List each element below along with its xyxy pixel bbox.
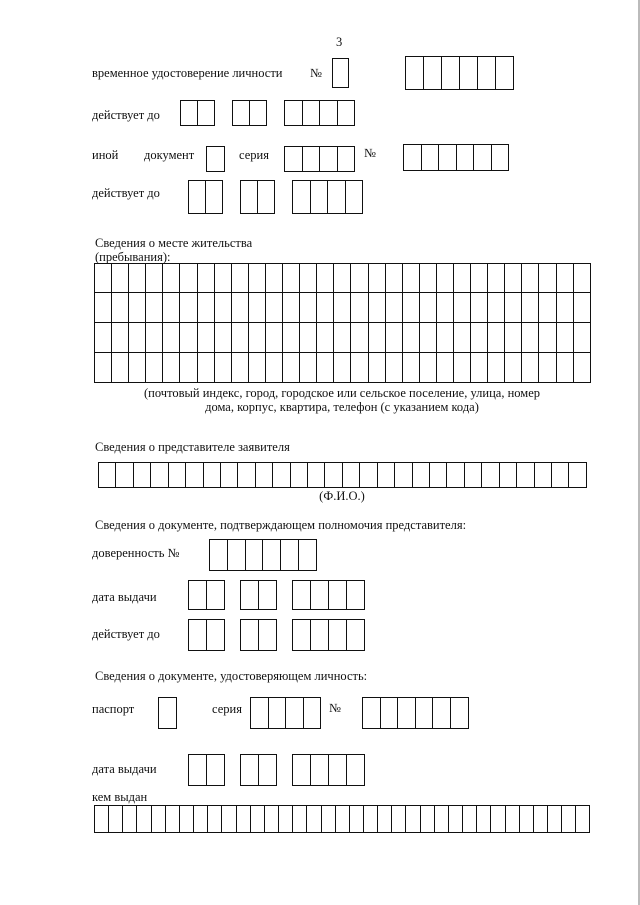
representative-cell[interactable] bbox=[360, 462, 377, 488]
other-doc-label-b: документ bbox=[144, 148, 195, 162]
issued-by-cell[interactable] bbox=[406, 805, 420, 833]
other-doc-series-label: серия bbox=[239, 148, 269, 162]
issued-by-cell[interactable] bbox=[123, 805, 137, 833]
residence-cell[interactable] bbox=[539, 353, 556, 383]
residence-cell[interactable] bbox=[215, 263, 232, 293]
issued-by-cell[interactable] bbox=[336, 805, 350, 833]
representative-cell[interactable] bbox=[535, 462, 552, 488]
residence-cell[interactable] bbox=[454, 263, 471, 293]
residence-cell[interactable] bbox=[317, 353, 334, 383]
residence-cell[interactable] bbox=[557, 263, 574, 293]
authority-issue-date-label: дата выдачи bbox=[92, 590, 157, 604]
issued-by-cell[interactable] bbox=[251, 805, 265, 833]
valid-until-1-year[interactable] bbox=[284, 100, 355, 126]
residence-grid-row[interactable] bbox=[94, 353, 591, 383]
residence-cell[interactable] bbox=[249, 263, 266, 293]
residence-cell[interactable] bbox=[95, 293, 112, 323]
passport-issue-day[interactable] bbox=[188, 754, 225, 786]
residence-cell[interactable] bbox=[198, 293, 215, 323]
authority-valid-day[interactable] bbox=[188, 619, 225, 651]
residence-caption-2: дома, корпус, квартира, телефон (с указанием кода) bbox=[205, 400, 479, 414]
issued-by-cell[interactable] bbox=[109, 805, 123, 833]
issued-by-cell[interactable] bbox=[350, 805, 364, 833]
residence-cell[interactable] bbox=[215, 353, 232, 383]
passport-issue-date-label: дата выдачи bbox=[92, 762, 157, 776]
residence-cell[interactable] bbox=[386, 263, 403, 293]
representative-cell[interactable] bbox=[378, 462, 395, 488]
residence-cell[interactable] bbox=[420, 323, 437, 353]
residence-cell[interactable] bbox=[574, 263, 591, 293]
valid-until-1-month[interactable] bbox=[232, 100, 267, 126]
residence-cell[interactable] bbox=[505, 353, 522, 383]
residence-cell[interactable] bbox=[454, 353, 471, 383]
issued-by-cell[interactable] bbox=[562, 805, 576, 833]
residence-grid-row[interactable] bbox=[94, 263, 591, 293]
issued-by-cell[interactable] bbox=[520, 805, 534, 833]
residence-cell[interactable] bbox=[266, 323, 283, 353]
residence-cell[interactable] bbox=[539, 263, 556, 293]
residence-subheading: (пребывания): bbox=[95, 250, 171, 264]
passport-issue-year[interactable] bbox=[292, 754, 365, 786]
representative-cell[interactable] bbox=[169, 462, 186, 488]
representative-cell[interactable] bbox=[99, 462, 116, 488]
residence-cell[interactable] bbox=[471, 323, 488, 353]
residence-cell[interactable] bbox=[369, 353, 386, 383]
valid-until-1-label: действует до bbox=[92, 108, 160, 122]
representative-cell[interactable] bbox=[256, 462, 273, 488]
issued-by-cell[interactable] bbox=[180, 805, 194, 833]
issued-by-cell[interactable] bbox=[491, 805, 505, 833]
other-doc-number-sign: № bbox=[364, 146, 376, 160]
issued-by-cell[interactable] bbox=[265, 805, 279, 833]
residence-cell[interactable] bbox=[488, 353, 505, 383]
residence-cell[interactable] bbox=[574, 293, 591, 323]
issued-by-cell[interactable] bbox=[364, 805, 378, 833]
page-number: 3 bbox=[336, 35, 343, 49]
residence-cell[interactable] bbox=[488, 263, 505, 293]
residence-cell[interactable] bbox=[557, 353, 574, 383]
issued-by-cell[interactable] bbox=[222, 805, 236, 833]
representative-cell[interactable] bbox=[517, 462, 534, 488]
residence-cell[interactable] bbox=[249, 323, 266, 353]
issued-by-cell[interactable] bbox=[166, 805, 180, 833]
residence-cell[interactable] bbox=[454, 323, 471, 353]
authority-valid-year[interactable] bbox=[292, 619, 365, 651]
residence-cell[interactable] bbox=[437, 293, 454, 323]
residence-cell[interactable] bbox=[522, 263, 539, 293]
residence-cell[interactable] bbox=[266, 353, 283, 383]
residence-cell[interactable] bbox=[129, 263, 146, 293]
residence-cell[interactable] bbox=[471, 263, 488, 293]
issued-by-label: кем выдан bbox=[92, 790, 148, 804]
residence-cell[interactable] bbox=[283, 323, 300, 353]
passport-number-boxes[interactable] bbox=[362, 697, 469, 729]
residence-cell[interactable] bbox=[95, 263, 112, 293]
residence-cell[interactable] bbox=[232, 263, 249, 293]
issued-by-cell[interactable] bbox=[421, 805, 435, 833]
issued-by-cell[interactable] bbox=[463, 805, 477, 833]
passport-label: паспорт bbox=[92, 702, 135, 716]
passport-number-sign: № bbox=[329, 701, 341, 715]
issued-by-cell[interactable] bbox=[506, 805, 520, 833]
residence-cell[interactable] bbox=[146, 263, 163, 293]
passport-series-boxes[interactable] bbox=[250, 697, 321, 729]
passport-issue-month[interactable] bbox=[240, 754, 277, 786]
authority-issue-day[interactable] bbox=[188, 580, 225, 610]
representative-cell[interactable] bbox=[447, 462, 464, 488]
residence-cell[interactable] bbox=[232, 353, 249, 383]
residence-cell[interactable] bbox=[146, 323, 163, 353]
issued-by-cell[interactable] bbox=[449, 805, 463, 833]
residence-cell[interactable] bbox=[163, 293, 180, 323]
representative-cell[interactable] bbox=[134, 462, 151, 488]
residence-cell[interactable] bbox=[386, 353, 403, 383]
representative-cell[interactable] bbox=[116, 462, 133, 488]
representative-cell[interactable] bbox=[465, 462, 482, 488]
representative-cell[interactable] bbox=[430, 462, 447, 488]
other-doc-number-boxes[interactable] bbox=[403, 144, 509, 171]
issued-by-cell[interactable] bbox=[95, 805, 109, 833]
residence-cell[interactable] bbox=[112, 353, 129, 383]
power-of-attorney-label: доверенность № bbox=[92, 546, 180, 560]
residence-cell[interactable] bbox=[437, 263, 454, 293]
authority-valid-until-label: действует до bbox=[92, 627, 160, 641]
residence-cell[interactable] bbox=[369, 263, 386, 293]
residence-cell[interactable] bbox=[403, 293, 420, 323]
residence-cell[interactable] bbox=[112, 323, 129, 353]
residence-cell[interactable] bbox=[129, 353, 146, 383]
other-doc-type-box[interactable] bbox=[206, 146, 225, 172]
representative-cell[interactable] bbox=[325, 462, 342, 488]
valid-until-2-label: действует до bbox=[92, 186, 160, 200]
representative-cell[interactable] bbox=[552, 462, 569, 488]
residence-cell[interactable] bbox=[112, 263, 129, 293]
residence-cell[interactable] bbox=[198, 353, 215, 383]
residence-cell[interactable] bbox=[403, 353, 420, 383]
residence-cell[interactable] bbox=[522, 293, 539, 323]
residence-cell[interactable] bbox=[146, 293, 163, 323]
residence-cell[interactable] bbox=[539, 323, 556, 353]
valid-until-2-year[interactable] bbox=[292, 180, 363, 214]
residence-cell[interactable] bbox=[283, 263, 300, 293]
issued-by-cell[interactable] bbox=[208, 805, 222, 833]
residence-cell[interactable] bbox=[317, 293, 334, 323]
residence-cell[interactable] bbox=[505, 293, 522, 323]
representative-cell[interactable] bbox=[238, 462, 255, 488]
residence-grid-row[interactable] bbox=[94, 323, 591, 353]
issued-by-cell[interactable] bbox=[194, 805, 208, 833]
residence-cell[interactable] bbox=[95, 353, 112, 383]
valid-until-2-month[interactable] bbox=[240, 180, 275, 214]
residence-cell[interactable] bbox=[232, 323, 249, 353]
valid-until-1-day[interactable] bbox=[180, 100, 215, 126]
residence-cell[interactable] bbox=[488, 293, 505, 323]
representative-cell[interactable] bbox=[500, 462, 517, 488]
residence-cell[interactable] bbox=[386, 293, 403, 323]
temp-id-label: временное удостоверение личности bbox=[92, 66, 283, 80]
residence-cell[interactable] bbox=[403, 263, 420, 293]
residence-cell[interactable] bbox=[334, 353, 351, 383]
representative-cell[interactable] bbox=[308, 462, 325, 488]
residence-cell[interactable] bbox=[283, 353, 300, 383]
representative-cell[interactable] bbox=[413, 462, 430, 488]
residence-cell[interactable] bbox=[351, 323, 368, 353]
issued-by-cell[interactable] bbox=[435, 805, 449, 833]
issued-by-boxes[interactable] bbox=[94, 805, 591, 833]
residence-cell[interactable] bbox=[317, 263, 334, 293]
authority-doc-heading: Сведения о документе, подтверждающем полномочия представителя: bbox=[95, 518, 467, 532]
representative-heading: Сведения о представителе заявителя bbox=[95, 440, 290, 454]
residence-cell[interactable] bbox=[300, 293, 317, 323]
residence-cell[interactable] bbox=[351, 263, 368, 293]
residence-cell[interactable] bbox=[351, 353, 368, 383]
representative-name-boxes[interactable] bbox=[98, 462, 587, 488]
representative-cell[interactable] bbox=[482, 462, 499, 488]
residence-cell[interactable] bbox=[180, 353, 197, 383]
residence-cell[interactable] bbox=[574, 353, 591, 383]
other-doc-label-a: иной bbox=[92, 148, 119, 162]
residence-cell[interactable] bbox=[163, 323, 180, 353]
other-doc-series-boxes[interactable] bbox=[284, 146, 355, 172]
residence-cell[interactable] bbox=[249, 293, 266, 323]
temp-id-number-sign: № bbox=[310, 66, 322, 80]
residence-cell[interactable] bbox=[129, 293, 146, 323]
residence-cell[interactable] bbox=[300, 323, 317, 353]
residence-cell[interactable] bbox=[420, 353, 437, 383]
residence-cell[interactable] bbox=[180, 323, 197, 353]
temp-id-type-box[interactable] bbox=[332, 58, 349, 88]
residence-cell[interactable] bbox=[198, 263, 215, 293]
residence-cell[interactable] bbox=[300, 353, 317, 383]
authority-issue-month[interactable] bbox=[240, 580, 277, 610]
residence-cell[interactable] bbox=[180, 263, 197, 293]
authority-valid-month[interactable] bbox=[240, 619, 277, 651]
residence-cell[interactable] bbox=[163, 353, 180, 383]
residence-cell[interactable] bbox=[557, 323, 574, 353]
residence-cell[interactable] bbox=[488, 323, 505, 353]
issued-by-cell[interactable] bbox=[307, 805, 321, 833]
residence-cell[interactable] bbox=[198, 323, 215, 353]
residence-cell[interactable] bbox=[505, 323, 522, 353]
residence-cell[interactable] bbox=[437, 323, 454, 353]
representative-cell[interactable] bbox=[395, 462, 412, 488]
valid-until-2-day[interactable] bbox=[188, 180, 223, 214]
representative-cell[interactable] bbox=[343, 462, 360, 488]
residence-cell[interactable] bbox=[437, 353, 454, 383]
issued-by-cell[interactable] bbox=[576, 805, 590, 833]
residence-cell[interactable] bbox=[249, 353, 266, 383]
residence-cell[interactable] bbox=[369, 293, 386, 323]
residence-heading: Сведения о месте жительства bbox=[95, 236, 253, 250]
residence-cell[interactable] bbox=[232, 293, 249, 323]
identity-doc-heading: Сведения о документе, удостоверяющем личность: bbox=[95, 669, 368, 683]
representative-cell[interactable] bbox=[569, 462, 586, 488]
residence-caption-1: (почтовый индекс, город, городское или сельское поселение, улица, номер bbox=[144, 386, 540, 400]
residence-cell[interactable] bbox=[300, 263, 317, 293]
issued-by-cell[interactable] bbox=[293, 805, 307, 833]
residence-cell[interactable] bbox=[215, 293, 232, 323]
residence-grid-row[interactable] bbox=[94, 293, 591, 323]
residence-cell[interactable] bbox=[266, 263, 283, 293]
residence-grid[interactable] bbox=[94, 263, 591, 383]
residence-cell[interactable] bbox=[95, 323, 112, 353]
representative-cell[interactable] bbox=[221, 462, 238, 488]
issued-by-cell[interactable] bbox=[237, 805, 251, 833]
residence-cell[interactable] bbox=[539, 293, 556, 323]
residence-cell[interactable] bbox=[420, 293, 437, 323]
residence-cell[interactable] bbox=[386, 323, 403, 353]
residence-cell[interactable] bbox=[146, 353, 163, 383]
issued-by-cell[interactable] bbox=[152, 805, 166, 833]
passport-type-box[interactable] bbox=[158, 697, 177, 729]
representative-cell[interactable] bbox=[291, 462, 308, 488]
residence-cell[interactable] bbox=[180, 293, 197, 323]
residence-cell[interactable] bbox=[403, 323, 420, 353]
issued-by-cell[interactable] bbox=[378, 805, 392, 833]
power-of-attorney-number-boxes[interactable] bbox=[209, 539, 317, 571]
residence-cell[interactable] bbox=[266, 293, 283, 323]
residence-cell[interactable] bbox=[369, 323, 386, 353]
residence-cell[interactable] bbox=[454, 293, 471, 323]
residence-cell[interactable] bbox=[283, 293, 300, 323]
temp-id-number-boxes[interactable] bbox=[405, 56, 514, 90]
residence-cell[interactable] bbox=[522, 353, 539, 383]
representative-caption: (Ф.И.О.) bbox=[319, 489, 365, 503]
residence-cell[interactable] bbox=[420, 263, 437, 293]
representative-cell[interactable] bbox=[273, 462, 290, 488]
residence-cell[interactable] bbox=[215, 323, 232, 353]
residence-cell[interactable] bbox=[471, 353, 488, 383]
issued-by-cell[interactable] bbox=[279, 805, 293, 833]
residence-cell[interactable] bbox=[471, 293, 488, 323]
residence-cell[interactable] bbox=[317, 323, 334, 353]
residence-cell[interactable] bbox=[163, 263, 180, 293]
residence-cell[interactable] bbox=[574, 323, 591, 353]
representative-cell[interactable] bbox=[204, 462, 221, 488]
issued-by-cell[interactable] bbox=[137, 805, 151, 833]
issued-by-cell[interactable] bbox=[392, 805, 406, 833]
representative-cell[interactable] bbox=[151, 462, 168, 488]
residence-cell[interactable] bbox=[522, 323, 539, 353]
issued-by-cell[interactable] bbox=[477, 805, 491, 833]
issued-by-cell[interactable] bbox=[322, 805, 336, 833]
residence-cell[interactable] bbox=[112, 293, 129, 323]
passport-series-label: серия bbox=[212, 702, 242, 716]
residence-cell[interactable] bbox=[334, 293, 351, 323]
residence-cell[interactable] bbox=[505, 263, 522, 293]
issued-by-cell[interactable] bbox=[534, 805, 548, 833]
residence-cell[interactable] bbox=[129, 323, 146, 353]
residence-cell[interactable] bbox=[351, 293, 368, 323]
issued-by-cell[interactable] bbox=[548, 805, 562, 833]
representative-cell[interactable] bbox=[186, 462, 203, 488]
residence-cell[interactable] bbox=[334, 263, 351, 293]
residence-cell[interactable] bbox=[557, 293, 574, 323]
authority-issue-year[interactable] bbox=[292, 580, 365, 610]
residence-cell[interactable] bbox=[334, 323, 351, 353]
